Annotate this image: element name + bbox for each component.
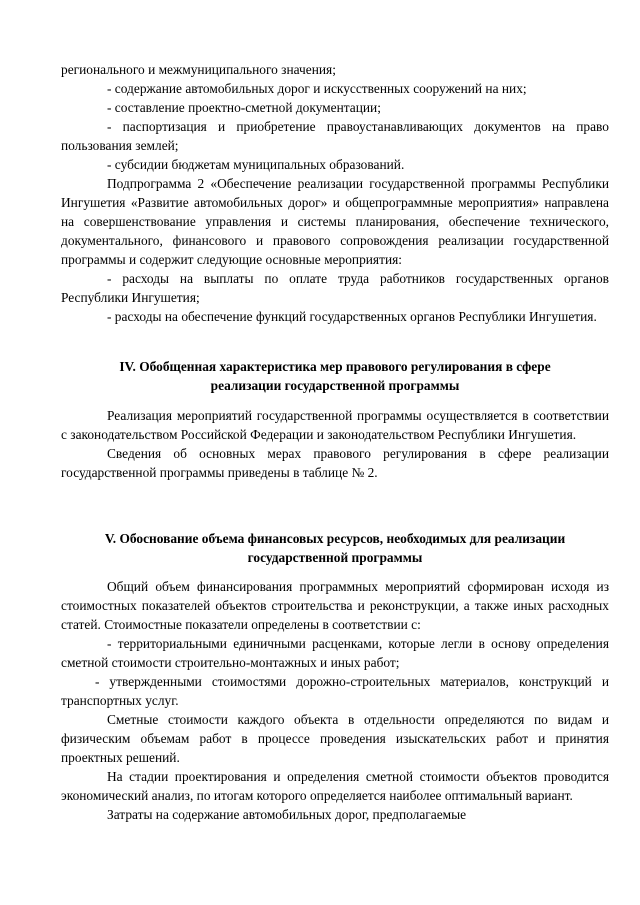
paragraph: Подпрограмма 2 «Обеспечение реализации государственной программы Республики Ингушетия «Развитие автомобильных дорог» и общепрограммные мероприятия» направлена на совершенствование управления и системы планирования, обеспечение технического, документального, финансового и правового сопровождения реализации государственной программы и содержит следующие основные мероприятия: xyxy=(61,176,609,267)
section-heading-line: реализации государственной программы xyxy=(210,378,460,393)
section-4-heading xyxy=(61,357,609,395)
section-heading-line: V. Обоснование объема финансовых ресурсов, необходимых для реализации xyxy=(104,531,566,546)
paragraph: Сведения об основных мерах правового регулирования в сфере реализации государственной программы приведены в таблице № 2. xyxy=(61,446,609,480)
list-item: - расходы на обеспечение функций государственных органов Республики Ингушетия. xyxy=(107,309,597,324)
list-item: - утвержденными стоимостями дорожно-строительных материалов, конструкций и транспортных услуг. xyxy=(61,674,609,708)
list-item: - содержание автомобильных дорог и искусственных сооружений на них; xyxy=(107,81,527,96)
list-item: - субсидии бюджетам муниципальных образований. xyxy=(107,157,405,172)
list-item: - территориальными единичными расценками, которые легли в основу определения сметной стоимости строительно-монтажных и иных работ; xyxy=(61,636,609,670)
paragraph: Реализация мероприятий государственной программы осуществляется в соответствии с законодательством Российской Федерации и законодательством Республики Ингушетия. xyxy=(61,408,609,442)
list-item: - составление проектно-сметной документации; xyxy=(107,100,381,115)
section-5-heading xyxy=(61,529,609,567)
section-5-body xyxy=(61,577,609,824)
list-item: - паспортизация и приобретение правоустанавливающих документов на право пользования землей; xyxy=(61,119,609,153)
paragraph: На стадии проектирования и определения сметной стоимости объектов проводится экономический анализ, по итогам которого определяется наиболее оптимальный вариант. xyxy=(61,769,609,803)
paragraph: Сметные стоимости каждого объекта в отдельности определяются по видам и физическим объемам работ в процессе проведения изыскательских работ и принятия проектных решений. xyxy=(61,712,609,765)
paragraph: Общий объем финансирования программных мероприятий сформирован исходя из стоимостных показателей объектов строительства и реконструкции, а также иных расходных статей. Стоимостные показатели определены в соответствии с: xyxy=(61,579,609,632)
paragraph: регионального и межмуниципального значения; xyxy=(61,62,336,77)
list-item: - расходы на выплаты по оплате труда работников государственных органов Республики Ингушетия; xyxy=(61,271,609,305)
top-section xyxy=(61,60,609,326)
section-4-body xyxy=(61,406,609,482)
section-heading-line: государственной программы xyxy=(247,550,423,565)
section-heading-line: IV. Обобщенная характеристика мер правового регулирования в сфере xyxy=(119,359,551,374)
paragraph: Затраты на содержание автомобильных дорог, предполагаемые xyxy=(107,807,467,822)
